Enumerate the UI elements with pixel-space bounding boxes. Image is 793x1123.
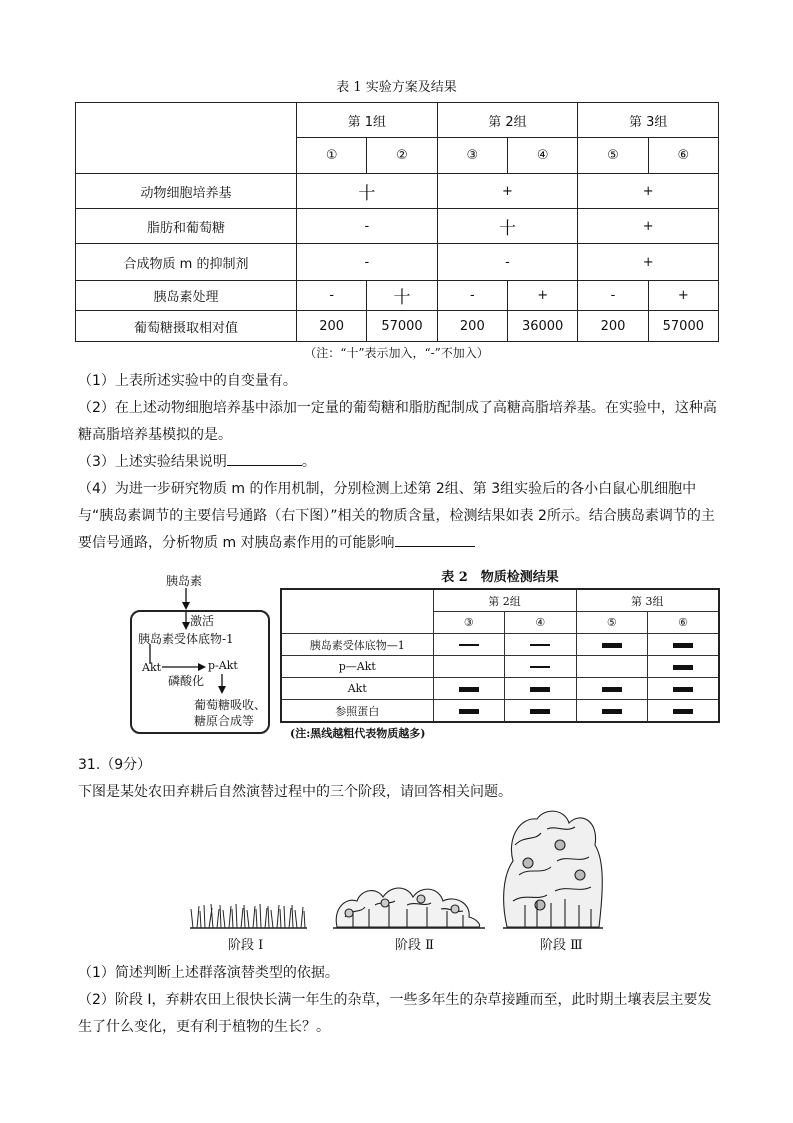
table2-subcol: ④ <box>505 612 577 634</box>
band-bar <box>673 643 693 648</box>
band-cell <box>505 700 577 723</box>
table-row <box>76 209 719 244</box>
cell: 57000 <box>648 311 718 342</box>
cell: - <box>437 281 507 311</box>
band-cell <box>433 700 505 723</box>
band-bar <box>673 665 693 670</box>
table1-subcol: ④ <box>507 138 577 174</box>
band-bar <box>459 709 479 714</box>
cell: 十 <box>297 174 438 209</box>
band-cell <box>576 634 648 656</box>
row-label: 动物细胞培养基 <box>76 174 297 209</box>
diagram-substrate: 胰岛素受体底物-1 <box>138 632 234 646</box>
table1-subcol: ② <box>367 138 437 174</box>
band-cell <box>576 656 648 678</box>
band-bar <box>530 687 550 692</box>
table2-title: 表 2 物质检测结果 <box>441 570 559 585</box>
row-label: 胰岛素处理 <box>76 281 297 311</box>
table-row <box>281 656 719 678</box>
question-3 <box>78 449 718 476</box>
table1-subcol: ⑤ <box>578 138 648 174</box>
question-4 <box>78 476 718 557</box>
band-cell <box>576 700 648 723</box>
table2-subcol: ⑥ <box>648 612 720 634</box>
row-label: 胰岛素受体底物—1 <box>281 634 433 656</box>
diagram-insulin: 胰岛素 <box>166 574 203 588</box>
band-cell <box>648 700 720 723</box>
cell: 36000 <box>507 311 577 342</box>
cell: 200 <box>297 311 367 342</box>
diagram-effect-1: 葡萄糖吸收、 <box>194 698 267 712</box>
cell: - <box>437 244 578 281</box>
cell: 十 <box>367 281 437 311</box>
diagram-pakt: p-Akt <box>208 659 238 672</box>
diagram-phos: 磷酸化 <box>168 674 205 688</box>
table1-title: 表 1 实验方案及结果 <box>336 80 457 95</box>
table-row <box>281 634 719 656</box>
cell: - <box>297 281 367 311</box>
table2-group-header: 第 3组 <box>576 589 719 612</box>
stage-label-3: 阶段 Ⅲ <box>540 938 583 953</box>
table1-subcol: ③ <box>437 138 507 174</box>
answer-blank[interactable] <box>227 450 302 466</box>
table-row <box>281 678 719 700</box>
stage-2-shrubs <box>333 888 485 928</box>
question-4-text: （4）为进一步研究物质 m 的作用机制，分别检测上述第 2组、第 3组实验后的各小白鼠心肌细胞中与“胰岛素调节的主要信号通路（右下图）”相关的物质含量，检测结果如表 2所示。结合胰岛素调节的主要信号通路，分析物质 m 对胰岛素作用的可能影响 <box>78 481 715 551</box>
table-row <box>76 311 719 342</box>
band-cell <box>505 678 577 700</box>
cell: + <box>578 209 719 244</box>
question-1: （1）上表所述实验中的自变量有。 <box>78 373 297 389</box>
q31-sub-1: （1）简述判断上述群落演替类型的依据。 <box>78 965 339 981</box>
diagram-akt: Akt <box>142 661 162 674</box>
table1-group-header: 第 2组 <box>437 103 578 138</box>
table2-note: (注:黑线越粗代表物质越多) <box>290 727 426 740</box>
band-bar <box>530 709 550 714</box>
question-3-end: 。 <box>301 454 316 470</box>
succession-illustration <box>185 805 610 933</box>
answer-blank[interactable] <box>395 531 475 547</box>
table-row <box>281 700 719 723</box>
table-row <box>76 244 719 281</box>
cell: 200 <box>437 311 507 342</box>
q31-heading: 31.（9分） <box>78 757 152 773</box>
table1-corner <box>76 103 297 174</box>
cell: + <box>578 174 719 209</box>
row-label: Akt <box>281 678 433 700</box>
cell: 十 <box>437 209 578 244</box>
row-label: 合成物质 m 的抑制剂 <box>76 244 297 281</box>
cell: 57000 <box>367 311 437 342</box>
band-bar <box>602 687 622 692</box>
q31-intro: 下图是某处农田弃耕后自然演替过程中的三个阶段，请回答相关问题。 <box>78 784 512 800</box>
table2-group-header: 第 2组 <box>433 589 576 612</box>
band-cell <box>648 678 720 700</box>
band-bar <box>530 666 550 668</box>
band-bar <box>459 687 479 692</box>
table2-corner <box>281 589 433 634</box>
cell: + <box>648 281 718 311</box>
cell: - <box>578 281 648 311</box>
band-bar <box>673 709 693 714</box>
table-row <box>76 174 719 209</box>
cell: + <box>507 281 577 311</box>
row-label: 葡萄糖摄取相对值 <box>76 311 297 342</box>
band-cell <box>433 634 505 656</box>
band-bar <box>602 643 622 648</box>
band-bar <box>602 709 622 714</box>
band-cell <box>576 678 648 700</box>
band-cell <box>433 678 505 700</box>
stage-1-grass <box>190 904 307 928</box>
band-cell <box>505 656 577 678</box>
diagram-activate: 激活 <box>190 614 215 628</box>
row-label: 脂肪和葡萄糖 <box>76 209 297 244</box>
diagram-effect-2: 糖原合成等 <box>194 714 255 728</box>
signal-pathway-diagram <box>128 572 268 732</box>
stage-label-1: 阶段 I <box>228 938 264 953</box>
table1-group-header: 第 1组 <box>297 103 438 138</box>
cell: - <box>297 209 438 244</box>
band-cell <box>505 634 577 656</box>
q31-sub-2: （2）阶段 I，弃耕农田上很快长满一年生的杂草，一些多年生的杂草接踵而至，此时期土壤表层主要发生了什么变化，更有利于植物的生长？。 <box>78 992 712 1035</box>
band-bar <box>673 687 693 692</box>
table1-subcol: ① <box>297 138 367 174</box>
cell: + <box>578 244 719 281</box>
table1-note: （注：“十”表示加入，“-”不加入） <box>304 346 489 360</box>
band-cell <box>648 656 720 678</box>
band-cell <box>648 634 720 656</box>
table2-subcol: ③ <box>433 612 505 634</box>
table1 <box>75 102 719 342</box>
table2-subcol: ⑤ <box>576 612 648 634</box>
row-label: p—Akt <box>281 656 433 678</box>
question-2: （2）在上述动物细胞培养基中添加一定量的葡萄糖和脂肪配制成了高糖高脂培养基。在实验中，这种高糖高脂培养基模拟的是。 <box>78 400 717 443</box>
band-bar <box>459 644 479 646</box>
table1-subcol: ⑥ <box>648 138 718 174</box>
question-3-text: （3）上述实验结果说明 <box>78 454 227 470</box>
cell: + <box>437 174 578 209</box>
stage-label-2: 阶段 Ⅱ <box>395 938 434 953</box>
table-row <box>76 281 719 311</box>
table1-group-header: 第 3组 <box>578 103 719 138</box>
table2 <box>280 588 720 723</box>
row-label: 参照蛋白 <box>281 700 433 723</box>
cell: - <box>297 244 438 281</box>
stage-3-forest <box>503 811 603 928</box>
band-cell <box>433 656 505 678</box>
band-bar <box>530 644 550 646</box>
cell: 200 <box>578 311 648 342</box>
